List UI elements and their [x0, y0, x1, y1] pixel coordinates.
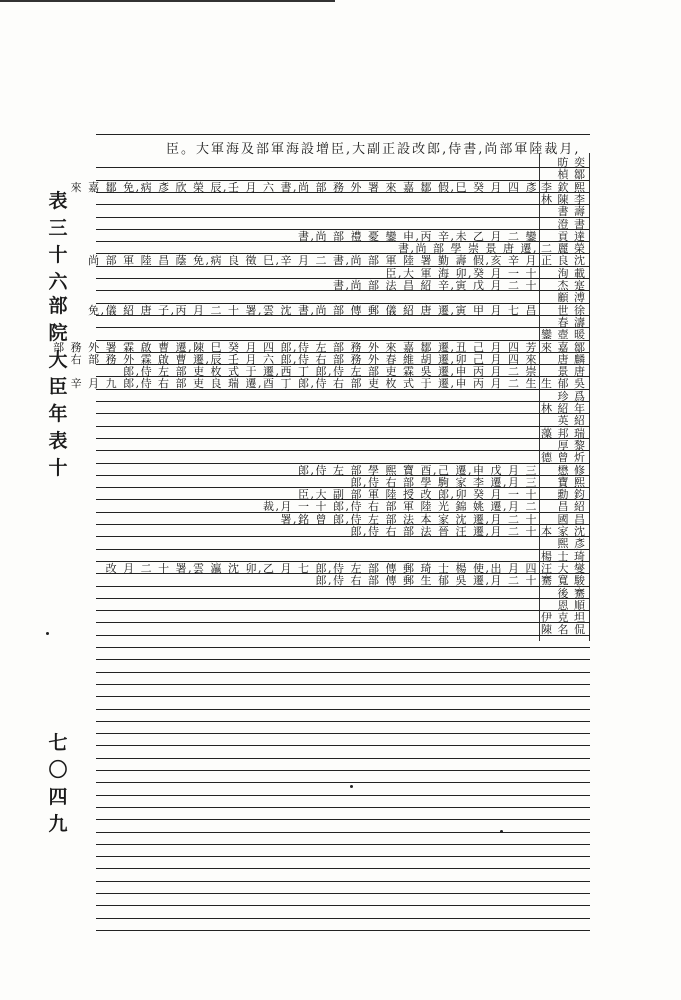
official-name: 厚 黎 — [557, 438, 586, 452]
official-name: 懋 修 — [557, 463, 586, 477]
row-rule — [96, 622, 590, 623]
ink-speck — [350, 785, 353, 788]
record-entry: 部 務 外 署 霖 啟 曹 遷,陳 巳 癸 月 四 郎,侍 左 部 務 外 來 嘉 鄒 遷,丑 己 月 四 芳 — [53, 340, 538, 354]
row-rule — [96, 733, 590, 734]
official-name: 楨 鄒 — [557, 168, 586, 182]
row-rule — [96, 918, 590, 919]
official-name: 珍 爲 — [557, 389, 586, 403]
row-rule — [96, 844, 590, 845]
page-number-char: 九 — [48, 813, 68, 835]
official-name: 唐 麟 — [557, 352, 586, 366]
official-name: 林 陳 李 — [541, 192, 586, 206]
record-entry: 來 嘉 鄒 免,病 彥 欣 榮 辰,壬 月 六 書,尚 部 務 外 署 來 嘉 鄒 假,巳 癸 月 四 彥 — [70, 180, 538, 194]
subtitle-char: 大 — [48, 349, 68, 371]
official-name: 國 昌 — [557, 512, 586, 526]
official-name: 澄 書 — [557, 217, 586, 231]
subtitle-char: 院 — [48, 322, 68, 344]
row-rule — [96, 868, 590, 869]
official-name: 鑾 壺 暖 — [541, 328, 586, 342]
row-rule — [96, 893, 590, 894]
official-name: 景 唐 — [557, 365, 586, 379]
record-entry: 郎,侍 右 部 法 晉 汪 遷,月 二 十 — [350, 525, 538, 538]
official-name: 後 騫 — [557, 586, 586, 600]
official-name: 林 紹 年 — [541, 402, 586, 415]
row-rule — [96, 881, 590, 882]
row-rule — [96, 709, 590, 710]
row-rule — [96, 684, 590, 685]
record-entry: 書,尚 部 學 崇 景 唐 遷, — [398, 242, 538, 256]
column-divider-right — [589, 153, 590, 641]
official-name: 書 壽 — [557, 205, 586, 219]
table-top-border — [96, 134, 590, 136]
row-rule — [96, 610, 590, 611]
official-name: 昌 紹 — [557, 500, 586, 514]
title-char: 表 — [48, 190, 68, 212]
row-rule — [96, 635, 590, 636]
official-name: 寶 熙 — [557, 475, 586, 489]
record-entry: 右 部 務 外 霖 啟 曹 遷,辰 壬 月 六 郎,侍 右 部 務 外 春 維 胡 遷,卯 己 月 四 來 — [70, 352, 538, 366]
row-rule — [96, 450, 590, 451]
row-rule — [96, 930, 590, 931]
record-entry: 署,銘 曾 郎,侍 左 部 法 本 家 沈 遷,月 二 十 — [280, 512, 538, 526]
page-number-char: 七 — [48, 732, 68, 754]
record-entry: 郎,侍 右 部 學 駒 家 李 遷,月 三 — [350, 475, 538, 489]
row-rule — [96, 856, 590, 857]
official-name: 洵 載 — [557, 266, 586, 280]
subtitle-char: 表 — [48, 430, 68, 452]
official-name: 李 欽 熙 — [541, 180, 586, 194]
record-entry: 臣,大 副 部 軍 陸 授 改 郎,卯 癸 月 一 十 — [298, 488, 538, 502]
official-name: 生 郁 吳 — [541, 377, 586, 391]
top-rule — [0, 0, 335, 4]
row-rule — [96, 659, 590, 660]
record-entry: 書,尚 部 禮 憂 鑾 申,丙 辛,未 乙 月 二 鑾 — [298, 229, 538, 243]
official-name: 來 嘉 鄒 — [541, 340, 586, 354]
row-rule — [96, 426, 590, 427]
row-rule — [96, 413, 590, 414]
row-rule — [96, 327, 590, 328]
row-rule — [96, 672, 590, 673]
record-entry: 辛 月 九 郎,侍 右 部 吏 良 瑞 遷,酉 丁 郎,侍 右 部 吏 枚 式 于 遷,申 丙 月 二 生 — [70, 377, 538, 391]
record-entry: 臣,大 軍 海 卯,癸 月 一 十 — [385, 266, 538, 280]
official-name: 勳 鈞 — [557, 488, 586, 502]
row-rule — [96, 167, 590, 168]
row-rule — [96, 598, 590, 599]
official-name: 昉 奕 — [557, 156, 586, 169]
title-char: 六 — [48, 271, 68, 293]
official-name: 杰 寔 — [557, 279, 586, 292]
row-rule — [96, 807, 590, 808]
row-rule — [96, 401, 590, 402]
row-rule — [96, 549, 590, 550]
row-rule — [96, 832, 590, 833]
official-name: 春 濤 — [557, 315, 586, 329]
record-entry: 裁,月 一 十 郎,侍 右 部 軍 陸 光 錦 姚 遷,月 二 — [263, 500, 538, 514]
subtitle-char: 臣 — [48, 376, 68, 398]
official-name: 貢 達 — [557, 229, 586, 243]
title-char: 十 — [48, 244, 68, 266]
page-number — [46, 730, 70, 838]
record-entry: 郎,侍 左 部 學 熙 寶 酉,己 遷,申 戊 月 三 — [298, 463, 538, 477]
record-entry: 尚 部 軍 陸 昌 蔭 免,病 良 徵 巳,辛 月 二 書,尚 部 軍 陸 署 勤 壽 假,亥 辛 月 — [88, 254, 538, 268]
row-rule — [96, 745, 590, 746]
row-rule — [96, 758, 590, 759]
subtitle-char: 年 — [48, 403, 68, 425]
row-rule — [96, 782, 590, 783]
row-rule — [96, 770, 590, 771]
page-number-char: 〇 — [48, 759, 68, 781]
official-name: 陳 名 侃 — [541, 623, 586, 637]
subtitle-char: 十 — [48, 457, 68, 479]
section-subtitle — [46, 293, 70, 482]
row-rule — [96, 204, 590, 205]
official-name: 世 徐 — [557, 303, 586, 317]
row-rule — [96, 905, 590, 906]
official-name: 藻 邦 瑞 — [541, 426, 586, 440]
official-name: 騫 寬 駿 — [541, 574, 586, 588]
row-rule — [96, 696, 590, 697]
ink-speck — [500, 830, 503, 833]
official-name: 本 家 沈 — [541, 525, 586, 538]
record-entry: 免,儀 紹 唐 子,丙 月 二 十 署,雲 沈 書,尚 部 傳 郵 儀 紹 唐 遷,寅 甲 月 七 昌 — [88, 303, 538, 317]
official-name: 英 紹 — [557, 414, 586, 428]
row-rule — [96, 438, 590, 439]
official-name: 恩 順 — [557, 598, 586, 612]
official-name: 熙 彥 — [557, 537, 586, 551]
official-name: 正 良 沈 — [541, 254, 586, 268]
record-entry: 郎,侍 右 部 傳 郵 生 郁 吳 遷,月 二 十 — [315, 574, 538, 588]
official-name: 顧 溥 — [557, 291, 586, 305]
table-header: 臣。大軍海及部軍海設增臣,大副正設改郎,侍書,尚部軍陸裁月, — [166, 142, 581, 157]
official-name: 楊 士 琦 — [541, 549, 586, 563]
official-name: 伊 克 坦 — [541, 611, 586, 625]
row-rule — [96, 795, 590, 796]
row-rule — [96, 217, 590, 218]
column-divider-left — [539, 153, 540, 641]
official-name: 二 麗 榮 — [541, 242, 586, 256]
record-entry: 郎,侍 左 部 吏 枚 式 于 遷,西 丁 郎,侍 左 部 吏 霖 吳 遷,申 丙 月 二 崇 — [123, 365, 538, 379]
table-title — [46, 188, 70, 296]
row-rule — [96, 647, 590, 648]
record-entry: 改 月 二 十 署,雲 瀛 沈 卯,乙 月 七 郎,侍 左 部 傳 郵 琦 士 楊 使,出 月 四 — [105, 561, 538, 575]
official-name: 汪 大 燮 — [541, 561, 586, 575]
subtitle-char: 部 — [48, 295, 68, 317]
official-name: 德 曾 炘 — [541, 451, 586, 465]
page-number-char: 四 — [48, 786, 68, 808]
row-rule — [96, 721, 590, 722]
ink-speck — [46, 632, 49, 635]
row-rule — [96, 819, 590, 820]
title-char: 三 — [48, 217, 68, 239]
record-entry: 書,尚 部 法 昌 紹 辛,寅 戊 月 二 十 — [333, 279, 538, 292]
